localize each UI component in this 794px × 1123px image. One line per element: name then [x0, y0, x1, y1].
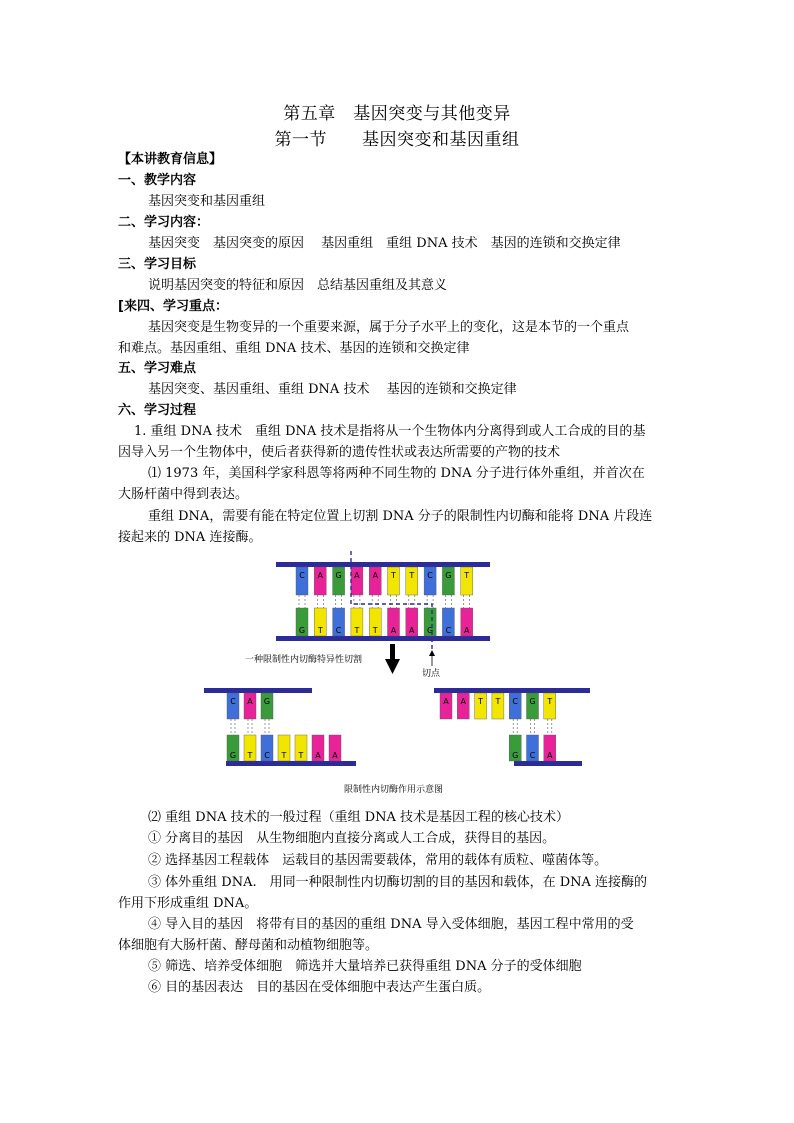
step-3-line-2: 作用下形成重组 DNA。 [118, 896, 258, 911]
paragraph-2-line-1: ⑴ 1973 年，美国科学家科恩等将两种不同生物的 DNA 分子进行体外重组，并首次在 [148, 466, 645, 481]
left-bottom-base-label: A [332, 751, 338, 760]
step-1: ① 分离目的基因 从生物细胞内直接分离或人工合成，获得目的基因。 [148, 831, 556, 846]
right-backbone-lower [514, 761, 582, 766]
bottom-strand-base-label: T [354, 626, 360, 635]
right-top-base-label: T [547, 697, 553, 706]
bottom-strand-base-label: C [445, 626, 452, 635]
bottom-strand-base-label: A [463, 626, 470, 635]
left-bottom-base-label: A [315, 751, 321, 760]
bottom-strand-base-label: A [390, 626, 397, 635]
step-3-line-1: ③ 体外重组 DNA. 用同一种限制性内切酶切割的目的基因和载体，在 DNA 连接酶的 [148, 875, 648, 890]
top-strand-base-label: T [464, 571, 470, 580]
bottom-strand-base-label: T [317, 626, 323, 635]
section-title: 第一节 基因突变和基因重组 [274, 130, 520, 150]
right-bottom-base-label: C [529, 751, 536, 760]
cut-point-marker [429, 650, 435, 666]
info-heading: 【本讲教育信息】 [118, 152, 223, 167]
difficult-points-body: 基因突变、基因重组、重组 DNA 技术 基因的连锁和交换定律 [148, 382, 517, 397]
left-backbone-lower [226, 761, 356, 766]
chapter-title: 第五章 基因突变与其他变异 [283, 104, 511, 124]
difficult-points-heading: 五、学习难点 [118, 361, 197, 376]
learning-goals-heading: 三、学习目标 [118, 257, 197, 272]
right-bottom-base-label: A [547, 751, 553, 760]
bottom-strand-base-label: C [335, 626, 342, 635]
right-top-base-label: G [529, 697, 536, 706]
left-bottom-base-label: T [281, 751, 287, 760]
left-bottom-base-label: T [247, 751, 253, 760]
top-strand-base-label: T [391, 571, 396, 580]
left-top-base-label: G [263, 697, 271, 706]
step-5: ⑤ 筛选、培养受体细胞 筛选并大量培养已获得重组 DNA 分子的受体细胞 [148, 959, 582, 974]
bottom-strand-base-label: A [409, 626, 415, 635]
learning-goals-body: 说明基因突变的特征和原因 总结基因重组及其意义 [148, 278, 448, 293]
step-6: ⑥ 目的基因表达 目的基因在受体细胞中表达产生蛋白质。 [148, 980, 491, 995]
paragraph-1-line-2: 因导入另一个生物体中，使后者获得新的遗传性状或表达所需要的产物的技术 [118, 445, 561, 460]
right-top-base-label: C [512, 697, 518, 706]
bottom-strand-base-label: G [426, 626, 434, 635]
left-bottom-base-label: G [229, 751, 237, 760]
figure-caption: 限制性内切酶作用示意图 [344, 785, 444, 795]
step-2: ② 选择基因工程载体 运载目的基因需要载体，常用的载体有质粒、噬菌体等。 [148, 853, 608, 868]
bottom-strand-base-label: G [298, 626, 306, 635]
paragraph-2-line-2: 大肠杆菌中得到表达。 [118, 487, 249, 502]
paragraph-3-line-2: 接起来的 DNA 连接酶。 [118, 530, 262, 545]
right-top-base-label: T [495, 697, 501, 706]
arrow-label: 一种限制性内切酶特异性切割 [245, 655, 363, 665]
intact-dna-segment [276, 562, 490, 641]
right-fragment [434, 688, 590, 766]
top-strand-base-label: C [299, 571, 305, 580]
cut-point-label: 切点 [422, 669, 441, 679]
left-bottom-base-label: T [298, 751, 304, 760]
bottom-strand-base-label: T [372, 626, 378, 635]
right-top-base-label: A [460, 697, 467, 706]
top-strand-base-label: G [335, 571, 342, 580]
top-strand-base-label: T [409, 571, 415, 580]
learning-process-heading: 六、学习过程 [118, 403, 197, 418]
left-top-base-label: C [230, 697, 236, 706]
top-backbone-upper [276, 562, 490, 567]
paragraph-4: ⑵ 重组 DNA 技术的一般过程（重组 DNA 技术是基因工程的核心技术） [148, 810, 570, 825]
left-backbone-upper [204, 688, 312, 693]
top-strand-base-label: A [354, 571, 360, 580]
paragraph-1-line-1: 1. 重组 DNA 技术 重组 DNA 技术是指将从一个生物体内分离得到或人工合成的目的基 [134, 424, 646, 439]
step-4-line-2: 体细胞有大肠杆菌、酵母菌和动植物细胞等。 [118, 938, 379, 953]
top-strand-base-label: A [372, 571, 378, 580]
left-top-base-label: A [247, 697, 253, 706]
learning-content-heading: 二、学习内容： [118, 215, 210, 230]
learning-content-body: 基因突变 基因突变的原因 基因重组 重组 DNA 技术 基因的连锁和交换定律 [148, 236, 621, 251]
right-backbone-upper [434, 688, 590, 693]
top-strand-base-label: A [317, 571, 324, 580]
key-points-body-line-2: 和难点。基因重组、重组 DNA 技术、基因的连锁和交换定律 [118, 341, 470, 356]
teaching-content-heading: 一、教学内容 [118, 173, 197, 188]
right-top-base-label: T [478, 697, 484, 706]
top-backbone-lower [276, 636, 490, 641]
down-arrow [385, 644, 400, 674]
left-fragment [204, 688, 356, 766]
restriction-enzyme-diagram [200, 548, 600, 798]
paragraph-3-line-1: 重组 DNA，需要有能在特定位置上切割 DNA 分子的限制性内切酶和能将 DNA 片段连 [148, 509, 653, 524]
top-strand-base-label: G [445, 571, 452, 580]
right-top-base-label: A [443, 697, 449, 706]
right-bottom-base-label: G [512, 751, 519, 760]
teaching-content-body: 基因突变和基因重组 [148, 194, 266, 209]
key-points-heading: [来四、学习重点： [118, 299, 228, 314]
step-4-line-1: ④ 导入目的基因 将带有目的基因的重组 DNA 导入受体细胞，基因工程中常用的受 [148, 917, 634, 932]
left-bottom-base-label: C [264, 751, 270, 760]
key-points-body-line-1: 基因突变是生物变异的一个重要来源，属于分子水平上的变化，这是本节的一个重点 [148, 320, 630, 335]
top-strand-base-label: C [427, 571, 433, 580]
